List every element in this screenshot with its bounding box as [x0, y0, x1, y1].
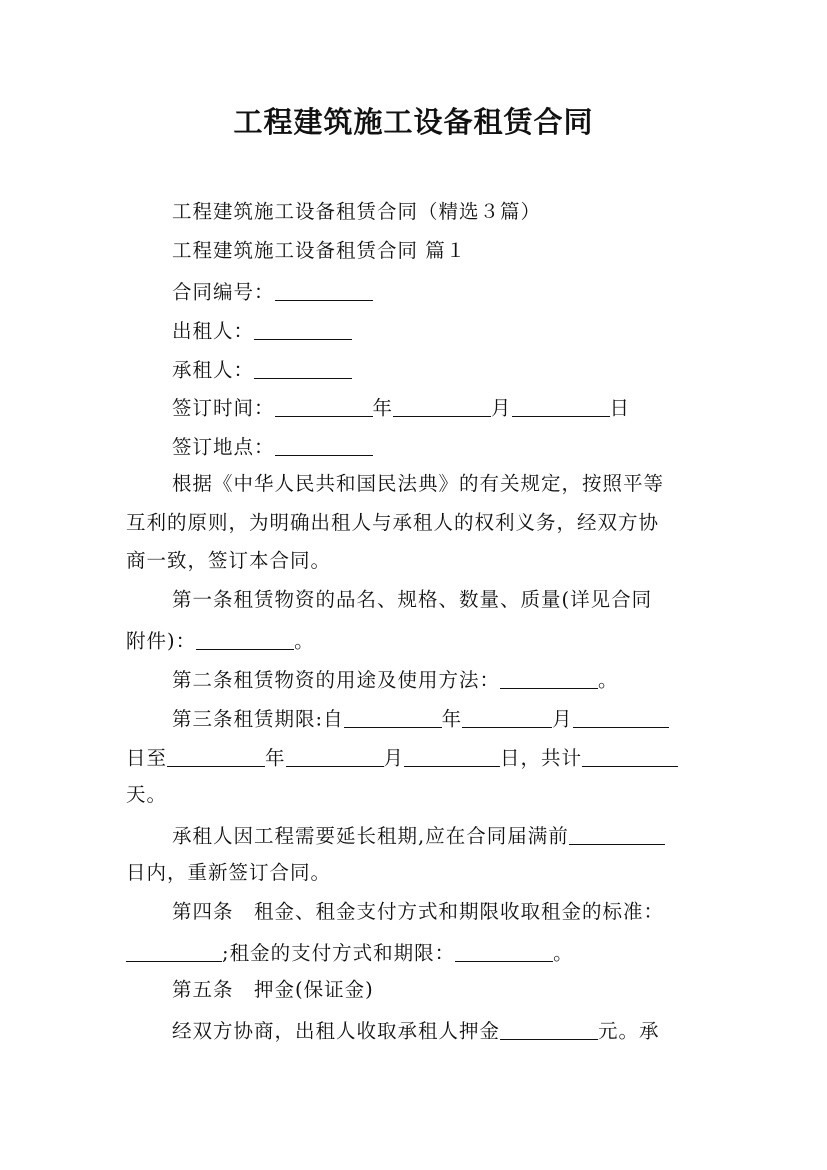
article-3-label: 第三条租赁期限:自 — [172, 707, 344, 731]
deposit-text: 经双方协商，出租人收取承租人押金 — [172, 1019, 501, 1043]
start-month-blank — [462, 707, 552, 728]
contract-number-line — [172, 280, 373, 302]
sign-time-line — [172, 396, 630, 418]
day-to-label: 日至 — [126, 746, 168, 770]
article-3-line-2 — [126, 746, 678, 768]
article-2-line — [172, 668, 619, 690]
article-5-heading: 第五条 押金(保证金) — [172, 978, 374, 1001]
article-1-end: 。 — [294, 629, 315, 653]
article-2-label: 第二条租赁物资的用途及使用方法： — [172, 668, 501, 692]
preamble-line-3: 商一致，签订本合同。 — [126, 549, 332, 572]
total-label: 日，共计 — [500, 746, 583, 770]
article-4-end: 。 — [553, 941, 574, 965]
month-label: 月 — [491, 396, 512, 420]
article-2-end: 。 — [598, 668, 619, 692]
preamble-line-1: 根据《中华人民共和国民法典》的有关规定，按照平等 — [172, 472, 665, 495]
payment-method-label: ;租金的支付方式和期限： — [222, 941, 456, 965]
sign-place-blank — [275, 435, 373, 456]
day-label: 日 — [609, 396, 631, 420]
sign-year-blank — [275, 396, 373, 417]
end-year-label: 年 — [265, 746, 286, 770]
start-month-label: 月 — [552, 707, 573, 731]
extension-text: 承租人因工程需要延长租期,应在合同届满前 — [172, 824, 569, 848]
year-label: 年 — [372, 396, 394, 420]
start-day-blank — [573, 707, 669, 728]
article-1-line-1: 第一条租赁物资的品名、规格、数量、质量(详见合同 — [172, 588, 653, 611]
extension-line-2: 日内，重新签订合同。 — [126, 861, 332, 884]
sign-place-label: 签订地点： — [172, 435, 275, 459]
payment-method-blank — [455, 941, 553, 962]
start-year-blank — [344, 707, 442, 728]
deposit-blank — [500, 1019, 598, 1040]
lessee-label: 承租人： — [172, 358, 255, 382]
start-year-label: 年 — [441, 707, 463, 731]
article-4-line-2 — [126, 941, 574, 963]
end-month-blank — [286, 746, 384, 767]
lessor-blank — [254, 319, 352, 340]
sign-time-label: 签订时间： — [172, 396, 275, 420]
contract-number-label: 合同编号： — [172, 280, 275, 304]
end-month-label: 月 — [383, 746, 405, 770]
total-days-blank — [582, 746, 678, 767]
article-5-line-1 — [172, 1019, 660, 1041]
preamble-line-2: 互利的原则，为明确出租人与承租人的权利义务，经双方协 — [126, 511, 660, 534]
contract-number-blank — [275, 280, 373, 301]
end-year-blank — [167, 746, 265, 767]
article-3-line-3: 天。 — [126, 783, 168, 806]
section-heading: 工程建筑施工设备租赁合同 篇１ — [172, 239, 467, 262]
lessee-blank — [254, 358, 352, 379]
sign-month-blank — [393, 396, 491, 417]
lessor-label: 出租人： — [172, 319, 255, 343]
article-4-line-1: 第四条 租金、租金支付方式和期限收取租金的标准： — [172, 900, 665, 923]
document-title: 工程建筑施工设备租赁合同 — [233, 105, 594, 139]
article-2-blank — [500, 668, 598, 689]
rent-standard-blank — [126, 941, 222, 962]
extension-blank — [569, 824, 665, 845]
document-subtitle: 工程建筑施工设备租赁合同（精选３篇） — [172, 200, 542, 223]
lessor-line — [172, 319, 352, 341]
deposit-unit: 元。承 — [598, 1019, 660, 1043]
article-3-line-1 — [172, 707, 669, 729]
sign-day-blank — [512, 396, 610, 417]
lessee-line — [172, 358, 352, 380]
sign-place-line — [172, 435, 373, 457]
article-1-blank — [196, 629, 294, 650]
article-1-attachment-label: 附件)： — [126, 629, 197, 653]
end-day-blank — [404, 746, 500, 767]
article-1-line-2 — [126, 629, 315, 651]
extension-line-1 — [172, 824, 665, 846]
